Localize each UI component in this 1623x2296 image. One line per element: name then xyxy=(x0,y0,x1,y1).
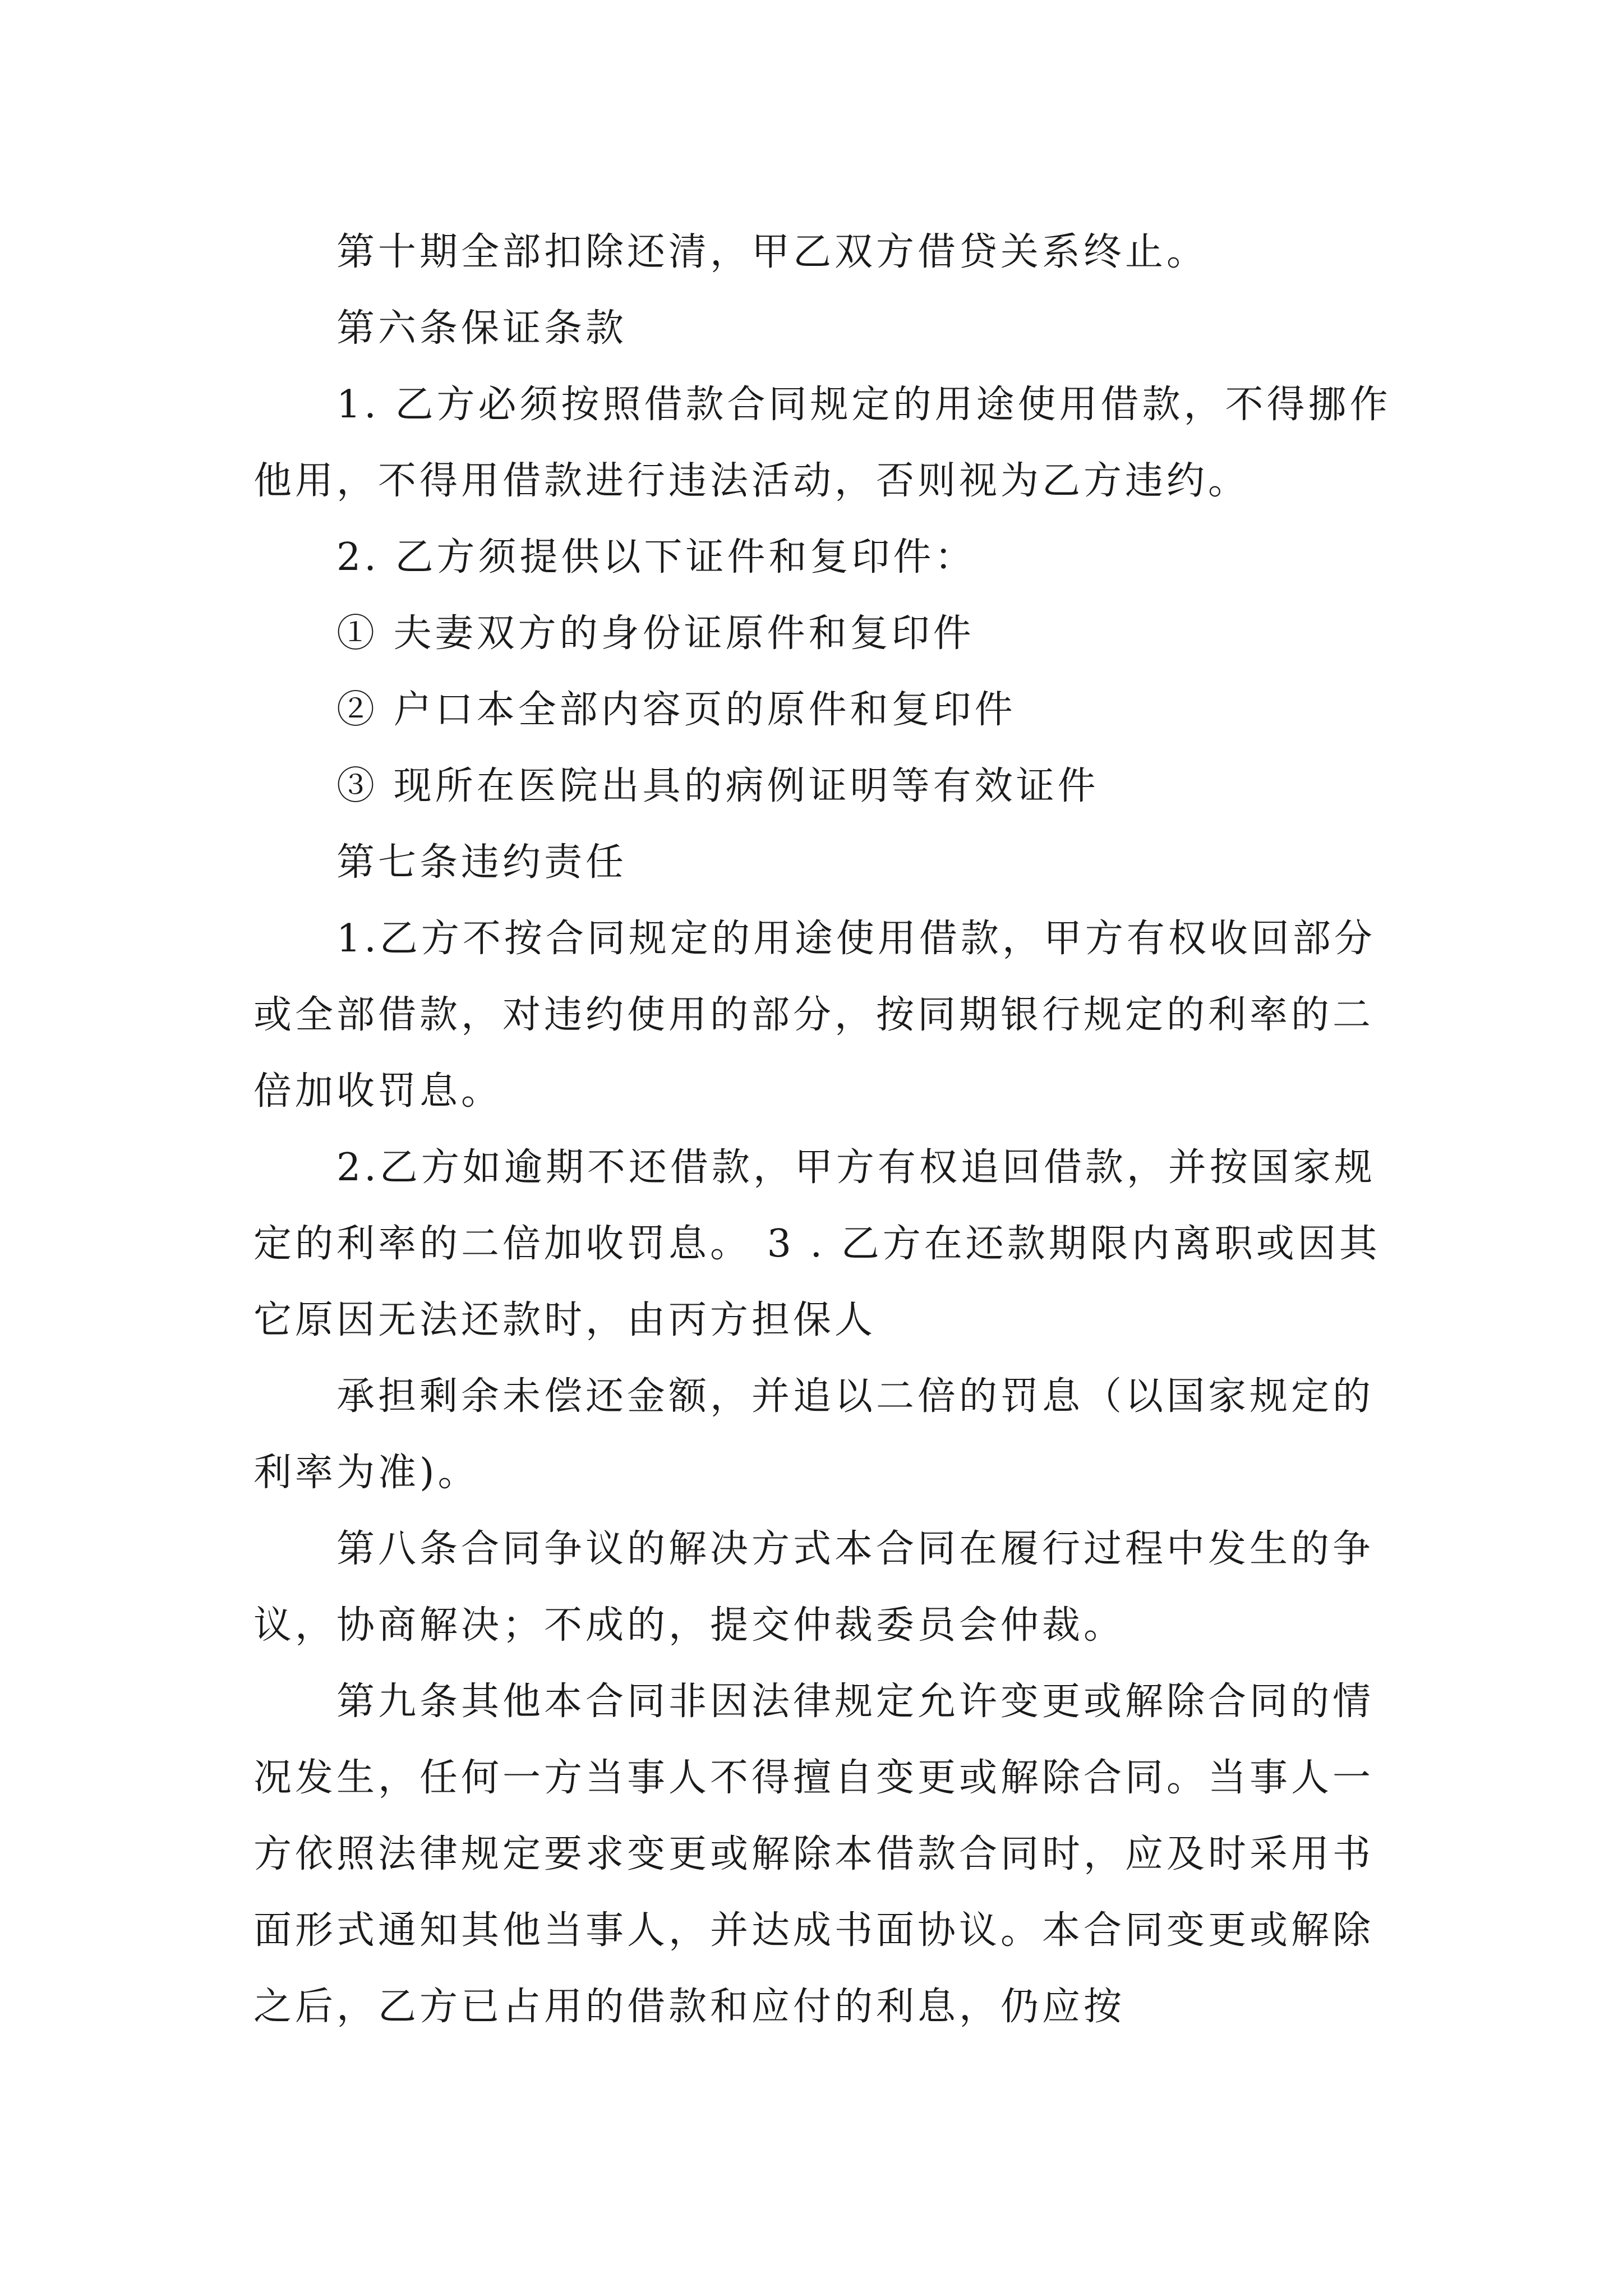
heading-article-7: 第七条违约责任 xyxy=(336,840,628,885)
paragraph-article-6-item-1: 1. 乙方必须按照借款合同规定的用途使用借款，不得挪作他用，不得用借款进行违法活动，否则视为乙方违约。 xyxy=(253,383,1391,503)
paragraph-article-9: 第九条其他本合同非因法律规定允许变更或解除合同的情况发生，任何一方当事人不得擅自变更或解除合同。当事人一方依照法律规定要求变更或解除本借款合同时，应及时采用书面形式通知其他当事人，并达成书面协议。本合同变更或解除之后，乙方已占用的借款和应付的利息，仍应按 xyxy=(253,1680,1375,2029)
list-item-household-register: ② 户口本全部内容页的原件和复印件 xyxy=(336,688,1016,732)
list-item-medical-certificate: ③ 现所在医院出具的病例证明等有效证件 xyxy=(336,764,1099,808)
paragraph-guarantor-liability: 承担剩余未偿还金额，并追以二倍的罚息（以国家规定的利率为准)。 xyxy=(253,1374,1375,1495)
paragraph-article-6-item-2: 2. 乙方须提供以下证件和复印件： xyxy=(336,535,976,579)
list-item-id-card: ① 夫妻双方的身份证原件和复印件 xyxy=(336,611,975,656)
paragraph-loan-termination: 第十期全部扣除还清，甲乙双方借贷关系终止。 xyxy=(336,230,1209,274)
document-body xyxy=(253,214,1398,2045)
paragraph-article-7-item-2: 2.乙方如逾期不还借款，甲方有权追回借款，并按国家规定的利率的二倍加收罚息。 3 . 乙方在还款期限内离职或因其它原因无法还款时，由丙方担保人 xyxy=(253,1145,1381,1342)
paragraph-article-8: 第八条合同争议的解决方式本合同在履行过程中发生的争议，协商解决；不成的，提交仲裁委员会仲裁。 xyxy=(253,1527,1375,1648)
paragraph-article-7-item-1: 1.乙方不按合同规定的用途使用借款，甲方有权收回部分或全部借款，对违约使用的部分，按同期银行规定的利率的二倍加收罚息。 xyxy=(253,917,1376,1114)
heading-article-6: 第六条保证条款 xyxy=(336,306,628,351)
